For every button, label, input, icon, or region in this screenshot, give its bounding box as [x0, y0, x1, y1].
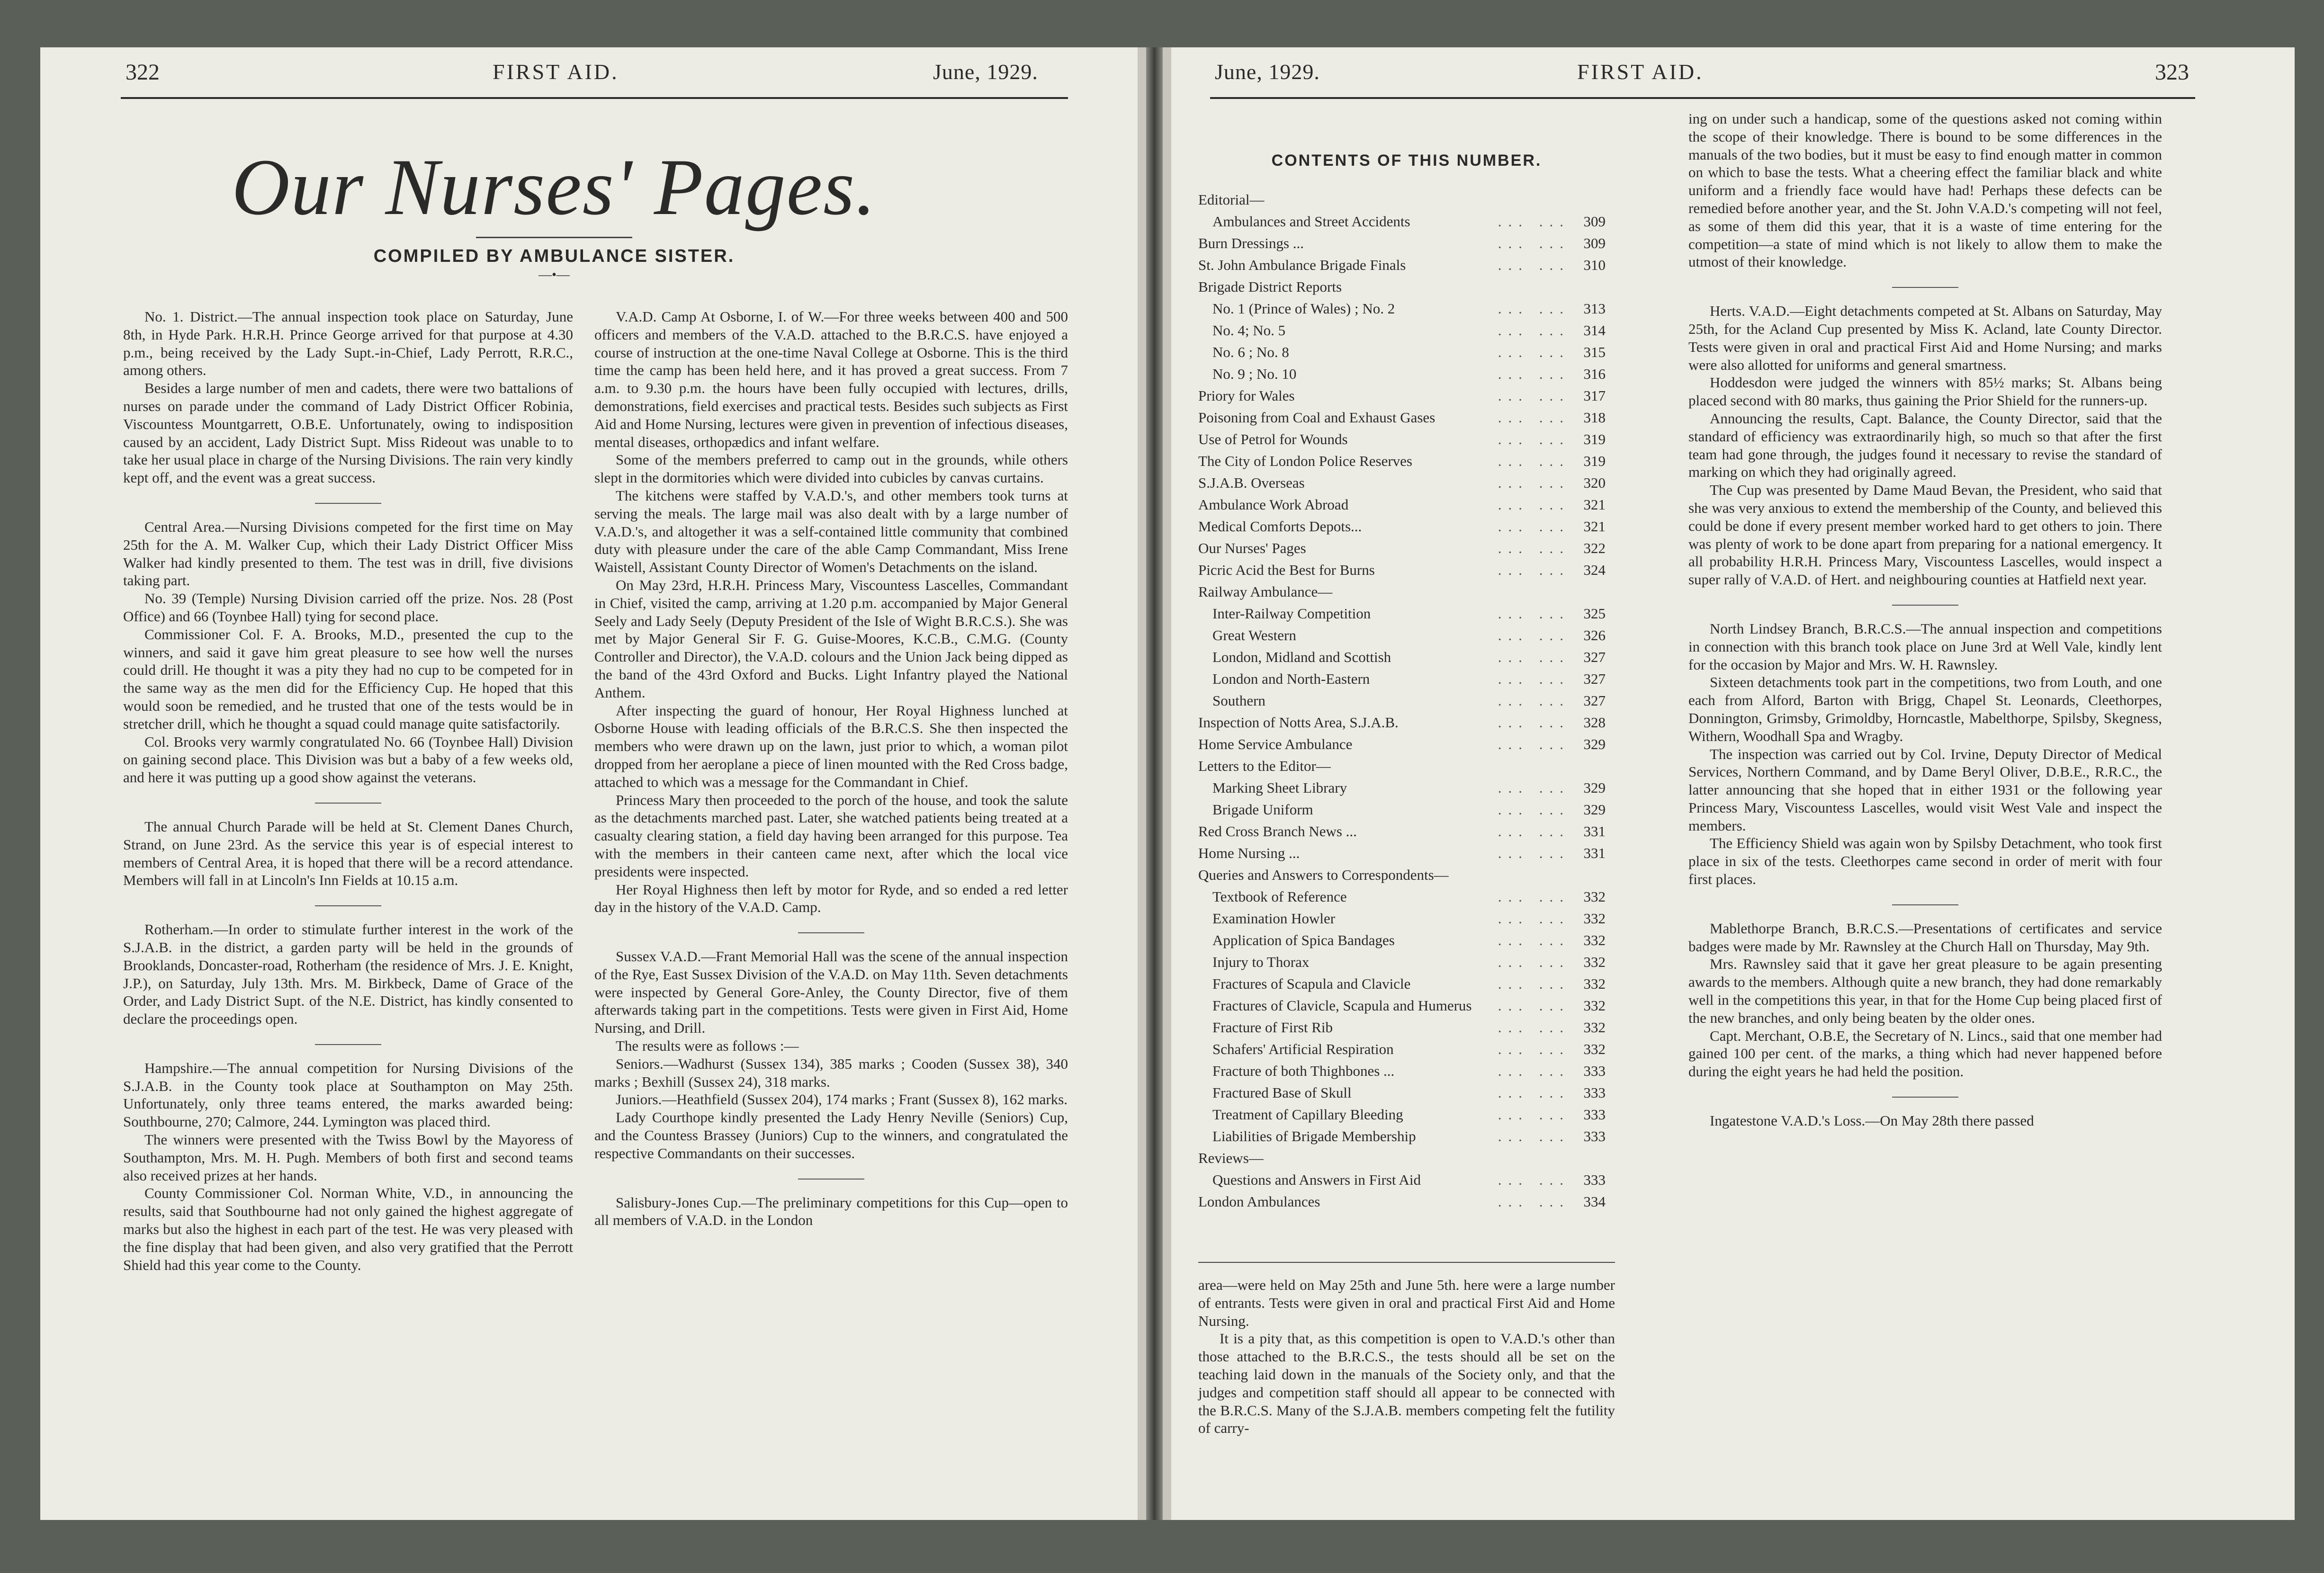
toc-entry-label: Fracture of First Rib: [1212, 1019, 1333, 1036]
toc-entry-page: 327: [1583, 670, 1606, 687]
paragraph: County Commissioner Col. Norman White, V.D., in announcing the results, said that Southbourne had not only gained the highest aggregate of marks but also the highest in each part of the test. He was very pleased with the fine display that had been given, and also very gratified that the Perrott Shield had this year come to the County.: [123, 1185, 573, 1273]
left-head-rule: [121, 97, 1068, 99]
toc-leader: ... ...: [1498, 888, 1570, 905]
paragraph: Capt. Merchant, O.B.E, the Secretary of N. Lincs., said that one member had gained 100 per cent. of the marks, a thing which had never happened before during the eight years he had held the position.: [1688, 1027, 2162, 1080]
toc-leader: ... ...: [1498, 453, 1570, 469]
left-column-1: [123, 308, 573, 1274]
paragraph: No. 39 (Temple) Nursing Division carried off the prize. Nos. 28 (Post Office) and 66 (Toynbee Hall) tying for second place.: [123, 590, 573, 625]
toc-entry: [1198, 908, 1615, 930]
paragraph: Central Area.—Nursing Divisions competed for the first time on May 25th for the A. M. Walker Cup, which their Lady District Officer Miss Walker had kindly presented to them. The test was in drill, five divisions taking part.: [123, 518, 573, 589]
toc-entry-label: London and North-Eastern: [1212, 670, 1370, 687]
section-divider: [1892, 605, 1958, 606]
toc-leader: ... ...: [1498, 670, 1570, 687]
toc-entry-label: Brigade Uniform: [1212, 801, 1313, 818]
toc-entry-label: No. 1 (Prince of Wales) ; No. 2: [1212, 300, 1395, 317]
toc-entry-label: Application of Spica Bandages: [1212, 932, 1395, 948]
paragraph: The Efficiency Shield was again won by Spilsby Detachment, who took first place in six of the tests. Cleethorpes came second in order of merit with four first places.: [1688, 835, 2162, 888]
paragraph: After inspecting the guard of honour, Her Royal Highness lunched at Osborne House with leading officials of the B.R.C.S. She then inspected the members who were drawn up on the lawn, just prior to which, a woman pilot dropped from her aeroplane a piece of linen mounted with the Red Cross badge, attached to which was a message for the Commandant in Chief.: [594, 702, 1068, 790]
toc-entry: [1198, 385, 1615, 407]
toc-entry-page: 333: [1583, 1106, 1606, 1123]
toc-entry: [1198, 712, 1615, 733]
toc-entry-page: 329: [1583, 801, 1606, 818]
paragraph: Princess Mary then proceeded to the porch of the house, and took the salute as the detachments marched past. Later, she watched patients being treated at a casualty clearing station, a field day having been arranged for this purpose. Tea with the members in their canteen came next, after which the local vice presidents were inspected.: [594, 791, 1068, 880]
toc-entry: [1198, 973, 1615, 995]
toc-entry-label: Ambulances and Street Accidents: [1212, 213, 1410, 230]
paragraph: Lady Courthope kindly presented the Lady Henry Neville (Seniors) Cup, and the Countess Brassey (Juniors) Cup to the winners, and congratulated the respective Commandants on their successes.: [594, 1109, 1068, 1162]
toc-entry-page: 320: [1583, 474, 1606, 491]
toc-leader: ... ...: [1498, 1193, 1570, 1210]
toc-entry: [1198, 646, 1615, 668]
toc-entry: [1198, 603, 1615, 625]
toc-entry: [1198, 581, 1615, 603]
right-page-number: 323: [2155, 60, 2189, 85]
toc-entry: [1198, 341, 1615, 363]
toc-entry-label: Priory for Wales: [1198, 387, 1295, 404]
toc-entry-label: Poisoning from Coal and Exhaust Gases: [1198, 409, 1436, 426]
page-subtitle: COMPILED BY AMBULANCE SISTER.: [373, 246, 735, 266]
toc-entry-page: 327: [1583, 649, 1606, 665]
paragraph: Ingatestone V.A.D.'s Loss.—On May 28th there passed: [1710, 1112, 2034, 1129]
toc-entry-label: Schafers' Artificial Respiration: [1212, 1041, 1394, 1057]
right-column-1-text: [1198, 1276, 1615, 1437]
toc-leader: ... ...: [1498, 1084, 1570, 1101]
toc-entry-label: The City of London Police Reserves: [1198, 453, 1412, 469]
toc-entry: [1198, 864, 1615, 886]
toc-entry-label: London, Midland and Scottish: [1212, 649, 1391, 665]
toc-entry-label: S.J.A.B. Overseas: [1198, 474, 1305, 491]
toc-entry-page: 329: [1583, 779, 1606, 796]
toc-leader: ... ...: [1498, 605, 1570, 622]
toc-leader: ... ...: [1498, 779, 1570, 796]
paragraph: Col. Brooks very warmly congratulated No. 66 (Toynbee Hall) Division on gaining second place. This Division was but a baby of a few weeks old, and here it was putting up a good show against the veterans.: [123, 733, 573, 786]
toc-leader: ... ...: [1498, 736, 1570, 752]
toc-leader: ... ...: [1498, 1063, 1570, 1079]
toc-entry-page: 317: [1583, 387, 1606, 404]
paragraph: The Cup was presented by Dame Maud Bevan, the President, who said that she was very anxious to extend the membership of the County, and believed this could be done if every present member worked hard to get others to join. There was plenty of work to be done apart from preparing for a national emergency. It all probability H.R.H. Princess Mary, Viscountess Lascelles, would inspect a super rally of V.A.D. of Hert. and neighbouring counties at Hatfield next year.: [1688, 482, 2162, 588]
paragraph: Juniors.—Heathfield (Sussex 204), 174 marks ; Frant (Sussex 8), 162 marks.: [616, 1091, 1068, 1108]
left-column-2: [594, 308, 1068, 1229]
toc-entry: [1198, 821, 1615, 842]
paragraph: Rotherham.—In order to stimulate further interest in the work of the S.J.A.B. in the district, a garden party will be held in the grounds of Brooklands, Doncaster-road, Rotherham (the residence of Mrs. J. E. Knight, J.P.), on Saturday, July 13th. Mrs. M. Birkbeck, Dame of Grace of the Order, and Lady District Supt. of the N.E. District, has kindly consented to declare the proceedings open.: [123, 921, 573, 1028]
toc-entry-label: Marking Sheet Library: [1212, 779, 1347, 796]
toc-leader: ... ...: [1498, 366, 1570, 382]
toc-entry-page: 333: [1583, 1171, 1606, 1188]
toc-leader: ... ...: [1498, 409, 1570, 426]
toc-entry: [1198, 668, 1615, 690]
toc-entry: [1198, 799, 1615, 821]
toc-entry-label: St. John Ambulance Brigade Finals: [1198, 257, 1406, 273]
section-divider: [315, 503, 381, 504]
toc-heading: CONTENTS OF THIS NUMBER.: [1271, 152, 1542, 170]
toc-entry-label: Inspection of Notts Area, S.J.A.B.: [1198, 714, 1399, 731]
toc-entry-label: Great Western: [1212, 627, 1296, 644]
toc-entry-label: Medical Comforts Depots...: [1198, 518, 1362, 535]
toc-entry: [1198, 1060, 1615, 1082]
paragraph: No. 1. District.—The annual inspection took place on Saturday, June 8th, in Hyde Park. H.R.H. Prince George arrived for that purpose at 4.30 p.m., being received by the Lady Supt.-in-Chief, Lady Perrott, R.R.C., among others.: [123, 308, 573, 379]
toc-entry: [1198, 690, 1615, 712]
toc-leader: ... ...: [1498, 344, 1570, 360]
toc-entry: [1198, 211, 1615, 232]
toc-entry: [1198, 559, 1615, 581]
toc-entry-label: Ambulance Work Abroad: [1198, 496, 1349, 513]
left-running-title: FIRST AID.: [493, 60, 619, 84]
left-date: June, 1929.: [933, 60, 1038, 84]
toc-leader: ... ...: [1498, 910, 1570, 927]
toc-entry: [1198, 450, 1615, 472]
toc-leader: ... ...: [1498, 932, 1570, 948]
book-gutter: [1146, 47, 1163, 1520]
toc-entry: [1198, 755, 1615, 777]
toc-entry: [1198, 407, 1615, 429]
section-divider: [315, 905, 381, 906]
toc-entry: [1198, 232, 1615, 254]
toc-leader: ... ...: [1498, 954, 1570, 970]
toc-entry-page: 316: [1583, 366, 1606, 382]
toc-entry: [1198, 842, 1615, 864]
title-rule: [476, 237, 632, 238]
toc-entry: [1198, 1104, 1615, 1126]
toc-leader: ... ...: [1498, 649, 1570, 665]
right-date: June, 1929.: [1215, 60, 1320, 84]
toc-entry: [1198, 1082, 1615, 1104]
toc-entry-label: Home Service Ambulance: [1198, 736, 1353, 752]
paragraph: Her Royal Highness then left by motor for Ryde, and so ended a red letter day in the history of the V.A.D. Camp.: [594, 881, 1068, 916]
paragraph: Commissioner Col. F. A. Brooks, M.D., presented the cup to the winners, and said it gave him great pleasure to see how well the nurses could drill. He thought it was a pity they had no cup to be competed for in the same way as the men did for the Efficiency Cup. He hoped that this would soon be remedied, and he trusted that one of the tests would be in stretcher drill, which he thought a squad could manage quite satisfactorily.: [123, 626, 573, 732]
toc-entry-page: 332: [1583, 975, 1606, 992]
paragraph: Herts. V.A.D.—Eight detachments competed at St. Albans on Saturday, May 25th, for the Acland Cup presented by Miss K. Acland, late County Director. Tests were given in oral and practical First Aid and Home Nursing; and marks were also allotted for uniforms and general smartness.: [1688, 303, 2162, 373]
toc-entry: [1198, 516, 1615, 537]
toc-entry-page: 332: [1583, 888, 1606, 905]
toc-entry-page: 331: [1583, 823, 1606, 840]
paragraph: The winners were presented with the Twiss Bowl by the Mayoress of Southampton, Mrs. M. H. Pugh. Members of both first and second teams also received prizes at her hands.: [123, 1131, 573, 1184]
paragraph: Salisbury-Jones Cup.—The preliminary competitions for this Cup—open to all members of V.A.D. in the London: [594, 1194, 1068, 1229]
section-divider: [798, 932, 864, 933]
right-column-2: [1688, 110, 2162, 1130]
paragraph: Sussex V.A.D.—Frant Memorial Hall was the scene of the annual inspection of the Rye, East Sussex Division of the V.A.D. on May 11th. Seven detachments were inspected by General Gore-Anley, the County Director, five of them afterwards taking part in the competitions. Tests were given in First Aid, Home Nursing, and Drill.: [594, 948, 1068, 1037]
section-divider: [1892, 287, 1958, 288]
toc-entry-label: Picric Acid the Best for Burns: [1198, 562, 1375, 578]
toc-entry-page: 321: [1583, 518, 1606, 535]
toc-entry-label: Railway Ambulance—: [1198, 583, 1333, 600]
section-divider: [315, 803, 381, 804]
toc-entry-page: 332: [1583, 1041, 1606, 1057]
toc-entry-page: 328: [1583, 714, 1606, 731]
toc-entry-page: 333: [1583, 1063, 1606, 1079]
toc-entry-page: 332: [1583, 954, 1606, 970]
section-divider: [1892, 1097, 1958, 1098]
toc-entry: [1198, 298, 1615, 320]
toc-entry-page: 332: [1583, 997, 1606, 1014]
toc-entry-label: Our Nurses' Pages: [1198, 540, 1306, 556]
left-page-number: 322: [126, 60, 160, 85]
toc-entry: [1198, 733, 1615, 755]
toc-entry-page: 329: [1583, 736, 1606, 752]
toc-entry-label: Red Cross Branch News ...: [1198, 823, 1357, 840]
toc-entry-page: 319: [1583, 431, 1606, 447]
toc-entry-label: Examination Howler: [1212, 910, 1336, 927]
toc-entry-page: 332: [1583, 932, 1606, 948]
toc-entry-page: 315: [1583, 344, 1606, 360]
page-title: Our Nurses' Pages.: [232, 143, 877, 232]
paragraph: Mablethorpe Branch, B.R.C.S.—Presentations of certificates and service badges were made by Mr. Rawnsley at the Church Hall on Thursday, May 9th.: [1688, 920, 2162, 955]
toc-entry-label: Treatment of Capillary Bleeding: [1212, 1106, 1403, 1123]
toc-entry: [1198, 1017, 1615, 1038]
toc-leader: ... ...: [1498, 235, 1570, 251]
paragraph: The kitchens were staffed by V.A.D.'s, and other members took turns at serving the meals. The large mail was also dealt with by a large number of V.A.D.'s, and altogether it was a self-contained little community that combined duty with pleasure under the care of the able Camp Commandant, Miss Irene Waistell, Assistant County Director of Women's Detachments on the island.: [594, 487, 1068, 576]
toc-entry: [1198, 1169, 1615, 1191]
paragraph: On May 23rd, H.R.H. Princess Mary, Viscountess Lascelles, Commandant in Chief, visited the camp, arriving at 1.20 p.m. accompanied by Major General Seely and Lady Seely (Deputy President of the Isle of Wight B.R.C.S.). She was met by Major General Sir F. G. Guise-Moores, K.C.B., C.M.G. (County Controller and Director), the V.A.D. colours and the Union Jack being dipped as the band of the 43rd Oxford and Bucks. Light Infantry played the National Anthem.: [594, 576, 1068, 701]
paragraph: Sixteen detachments took part in the competitions, two from Louth, and one each from Alford, Barton with Brigg, Chapel St. Leonards, Cleethorpes, Donnington, Grimsby, Grimoldby, Horncastle, Mabelthorpe, Spilsby, Skegness, Withern, Woodhall Spa and Wragby.: [1688, 674, 2162, 744]
toc-entry-label: Burn Dressings ...: [1198, 235, 1304, 251]
toc-entry-page: 313: [1583, 300, 1606, 317]
toc-entry-page: 331: [1583, 845, 1606, 861]
paragraph: Announcing the results, Capt. Balance, the County Director, said that the standard of efficiency was extraordinarily high, so much so that after the first team had gone through, the judges found it necessary to revise the standard of marking on which they had originally agreed.: [1688, 410, 2162, 481]
toc-entry-page: 332: [1583, 1019, 1606, 1036]
paragraph: The results were as follows :—: [616, 1037, 799, 1055]
toc-entry-label: Fractures of Clavicle, Scapula and Humerus: [1212, 997, 1472, 1014]
table-of-contents: [1198, 152, 1615, 1213]
section-divider: [315, 1044, 381, 1045]
toc-bottom-rule: [1198, 1262, 1615, 1263]
toc-leader: ... ...: [1498, 518, 1570, 535]
toc-entry: [1198, 777, 1615, 799]
ornament: —•—: [538, 268, 570, 282]
toc-entry-page: 325: [1583, 605, 1606, 622]
toc-entry-page: 327: [1583, 692, 1606, 709]
right-running-title: FIRST AID.: [1577, 60, 1704, 84]
toc-entry: [1198, 494, 1615, 516]
toc-entry: [1198, 276, 1615, 298]
toc-entry-label: Use of Petrol for Wounds: [1198, 431, 1348, 447]
toc-entry-page: 309: [1583, 235, 1606, 251]
toc-entry-page: 324: [1583, 562, 1606, 578]
paragraph: The annual Church Parade will be held at St. Clement Danes Church, Strand, on June 23rd. As the service this year is of especial interest to members of Central Area, it is hoped that there will be a record attendance. Members will fall in at Lincoln's Inn Fields at 10.15 a.m.: [123, 818, 573, 889]
toc-leader: ... ...: [1498, 322, 1570, 339]
toc-leader: ... ...: [1498, 997, 1570, 1014]
toc-entry-page: 314: [1583, 322, 1606, 339]
toc-leader: ... ...: [1498, 431, 1570, 447]
toc-leader: ... ...: [1498, 1106, 1570, 1123]
paragraph: Besides a large number of men and cadets, there were two battalions of nurses on parade under the command of Lady District Officer Robinia, Viscountess Mountgarrett, O.B.E. Unfortunately, owing to indisposition caused by an accident, Lady District Supt. Miss Rideout was unable to to take her usual place in charge of the Nursing Divisions. The rain very kindly kept off, and the event was a great success.: [123, 380, 573, 486]
toc-leader: ... ...: [1498, 1041, 1570, 1057]
toc-leader: ... ...: [1498, 627, 1570, 644]
toc-leader: ... ...: [1498, 692, 1570, 709]
toc-entry-label: Textbook of Reference: [1212, 888, 1347, 905]
toc-entry-page: 310: [1583, 257, 1606, 273]
toc-entry-label: No. 9 ; No. 10: [1212, 366, 1297, 382]
toc-leader: ... ...: [1498, 387, 1570, 404]
toc-entry-label: Injury to Thorax: [1212, 954, 1310, 970]
toc-leader: ... ...: [1498, 975, 1570, 992]
toc-entry-page: 309: [1583, 213, 1606, 230]
toc-leader: ... ...: [1498, 213, 1570, 230]
toc-leader: ... ...: [1498, 540, 1570, 556]
toc-leader: ... ...: [1498, 1128, 1570, 1144]
toc-leader: ... ...: [1498, 300, 1570, 317]
section-divider: [1892, 904, 1958, 905]
toc-entry: [1198, 1147, 1615, 1169]
toc-leader: ... ...: [1498, 1019, 1570, 1036]
toc-entry: [1198, 1126, 1615, 1147]
toc-entry: [1198, 1191, 1615, 1213]
toc-leader: ... ...: [1498, 845, 1570, 861]
toc-entry-label: Fractured Base of Skull: [1212, 1084, 1352, 1101]
toc-entry-page: 322: [1583, 540, 1606, 556]
toc-leader: ... ...: [1498, 562, 1570, 578]
toc-entry: [1198, 995, 1615, 1017]
paragraph: Mrs. Rawnsley said that it gave her great pleasure to be again presenting awards to the members. Although quite a new branch, they had done remarkably well in the competitions this year, in that for the Home Cup being placed first of the new branches, and only being beaten by the older ones.: [1688, 956, 2162, 1026]
toc-entry-page: 319: [1583, 453, 1606, 469]
paragraph: The inspection was carried out by Col. Irvine, Deputy Director of Medical Services, Northern Command, and by Dame Beryl Oliver, D.B.E., R.R.C., the latter announcing that she hoped that in either 1931 or the following year Princess Mary, Viscountess Lascelles, would visit West Vale and inspect the members.: [1688, 745, 2162, 834]
paragraph: Hoddesdon were judged the winners with 85½ marks; St. Albans being placed second with 80 marks, thus gaining the Prior Shield for the runners-up.: [1688, 374, 2162, 409]
toc-entry: [1198, 429, 1615, 450]
toc-entry: [1198, 537, 1615, 559]
paragraph: Some of the members preferred to camp out in the grounds, while others slept in the dormitories which were divided into cubicles by canvas curtains.: [594, 451, 1068, 486]
right-head-rule: [1210, 97, 2195, 99]
toc-entry-label: Inter-Railway Competition: [1212, 605, 1371, 622]
toc-entry-label: Editorial—: [1198, 191, 1265, 208]
toc-entry: [1198, 886, 1615, 908]
toc-entry-page: 334: [1583, 1193, 1606, 1210]
toc-entry-label: Questions and Answers in First Aid: [1212, 1171, 1421, 1188]
toc-entry-label: Brigade District Reports: [1198, 278, 1342, 295]
toc-leader: ... ...: [1498, 1171, 1570, 1188]
toc-entry-label: No. 6 ; No. 8: [1212, 344, 1289, 360]
toc-entry-page: 333: [1583, 1128, 1606, 1144]
paragraph: It is a pity that, as this competition is open to V.A.D.'s other than those attached to the B.R.C.S., the tests should all be set on the teaching laid down in the manuals of the Society only, and that the judges and competition staff should all appear to be connected with the B.R.C.S. Many of the S.J.A.B. members competing felt the futility of carry-: [1198, 1330, 1615, 1437]
toc-entry-label: Letters to the Editor—: [1198, 758, 1331, 774]
toc-entry: [1198, 625, 1615, 646]
toc-leader: ... ...: [1498, 801, 1570, 818]
paragraph: area—were held on May 25th and June 5th. here were a large number of entrants. Tests were given in oral and practical First Aid and Home Nursing.: [1198, 1277, 1615, 1329]
toc-entry: [1198, 254, 1615, 276]
paragraph: Seniors.—Wadhurst (Sussex 134), 385 marks ; Cooden (Sussex 38), 340 marks ; Bexhill (Sussex 24), 318 marks.: [594, 1055, 1068, 1090]
toc-entry-label: Fracture of both Thighbones ...: [1212, 1063, 1395, 1079]
toc-entry: [1198, 363, 1615, 385]
paragraph: ing on under such a handicap, some of the questions asked not coming within the scope of their knowledge. There is bound to be some differences in the manuals of the two bodies, but it must be easy to find enough matter in common on which to base the tests. What a cheering effect the familiar black and white uniform and a friendly face would have had! Perhaps these defects can be remedied before another year, and the St. John V.A.D.'s competing will not feel, as some of them did this year, that it is a waste of time entering for the competition—a state of mind which is not likely to allow them to make the utmost of their knowledge.: [1688, 110, 2162, 270]
toc-entry-label: London Ambulances: [1198, 1193, 1320, 1210]
toc-entry-label: Liabilities of Brigade Membership: [1212, 1128, 1416, 1144]
section-divider: [798, 1179, 864, 1180]
paragraph: Hampshire.—The annual competition for Nursing Divisions of the S.J.A.B. in the County took place at Southampton on May 25th. Unfortunately, only three teams entered, the marks awarded being: Southbourne, 270; Calmore, 244. Lymington was placed third.: [123, 1059, 573, 1130]
toc-entry: [1198, 1038, 1615, 1060]
toc-entry-label: No. 4; No. 5: [1212, 322, 1286, 339]
toc-leader: ... ...: [1498, 823, 1570, 840]
toc-entry-page: 326: [1583, 627, 1606, 644]
toc-entry-label: Fractures of Scapula and Clavicle: [1212, 975, 1411, 992]
toc-entry: [1198, 320, 1615, 341]
toc-entry-page: 318: [1583, 409, 1606, 426]
toc-entry-page: 321: [1583, 496, 1606, 513]
toc-entry-label: Home Nursing ...: [1198, 845, 1300, 861]
paragraph: North Lindsey Branch, B.R.C.S.—The annual inspection and competitions in connection with this branch took place on June 3rd at Well Vale, kindly lent for the occasion by Major and Mrs. W. H. Rawnsley.: [1688, 620, 2162, 673]
toc-entry: [1198, 951, 1615, 973]
toc-entry-label: Reviews—: [1198, 1150, 1264, 1166]
toc-leader: ... ...: [1498, 714, 1570, 731]
toc-leader: ... ...: [1498, 496, 1570, 513]
toc-entry: [1198, 189, 1615, 211]
toc-leader: ... ...: [1498, 257, 1570, 273]
toc-entry-label: Southern: [1212, 692, 1265, 709]
toc-entry-page: 333: [1583, 1084, 1606, 1101]
toc-entry: [1198, 930, 1615, 951]
toc-leader: ... ...: [1498, 474, 1570, 491]
toc-entry: [1198, 472, 1615, 494]
paragraph: V.A.D. Camp At Osborne, I. of W.—For three weeks between 400 and 500 officers and members of the V.A.D. attached to the B.R.C.S. have enjoyed a course of instruction at the one-time Naval College at Osborne. This is the third time the camp has been held here, and it has proved a great success. From 7 a.m. to 9.30 p.m. the hours have been fully occupied with lectures, drills, demonstrations, field exercises and practical tests. Besides such subjects as First Aid and Home Nursing, lectures were given in prevention of infectious diseases, mental diseases, orthopædics and infant welfare.: [594, 308, 1068, 450]
toc-entry-label: Queries and Answers to Correspondents—: [1198, 867, 1449, 883]
toc-entry-page: 332: [1583, 910, 1606, 927]
